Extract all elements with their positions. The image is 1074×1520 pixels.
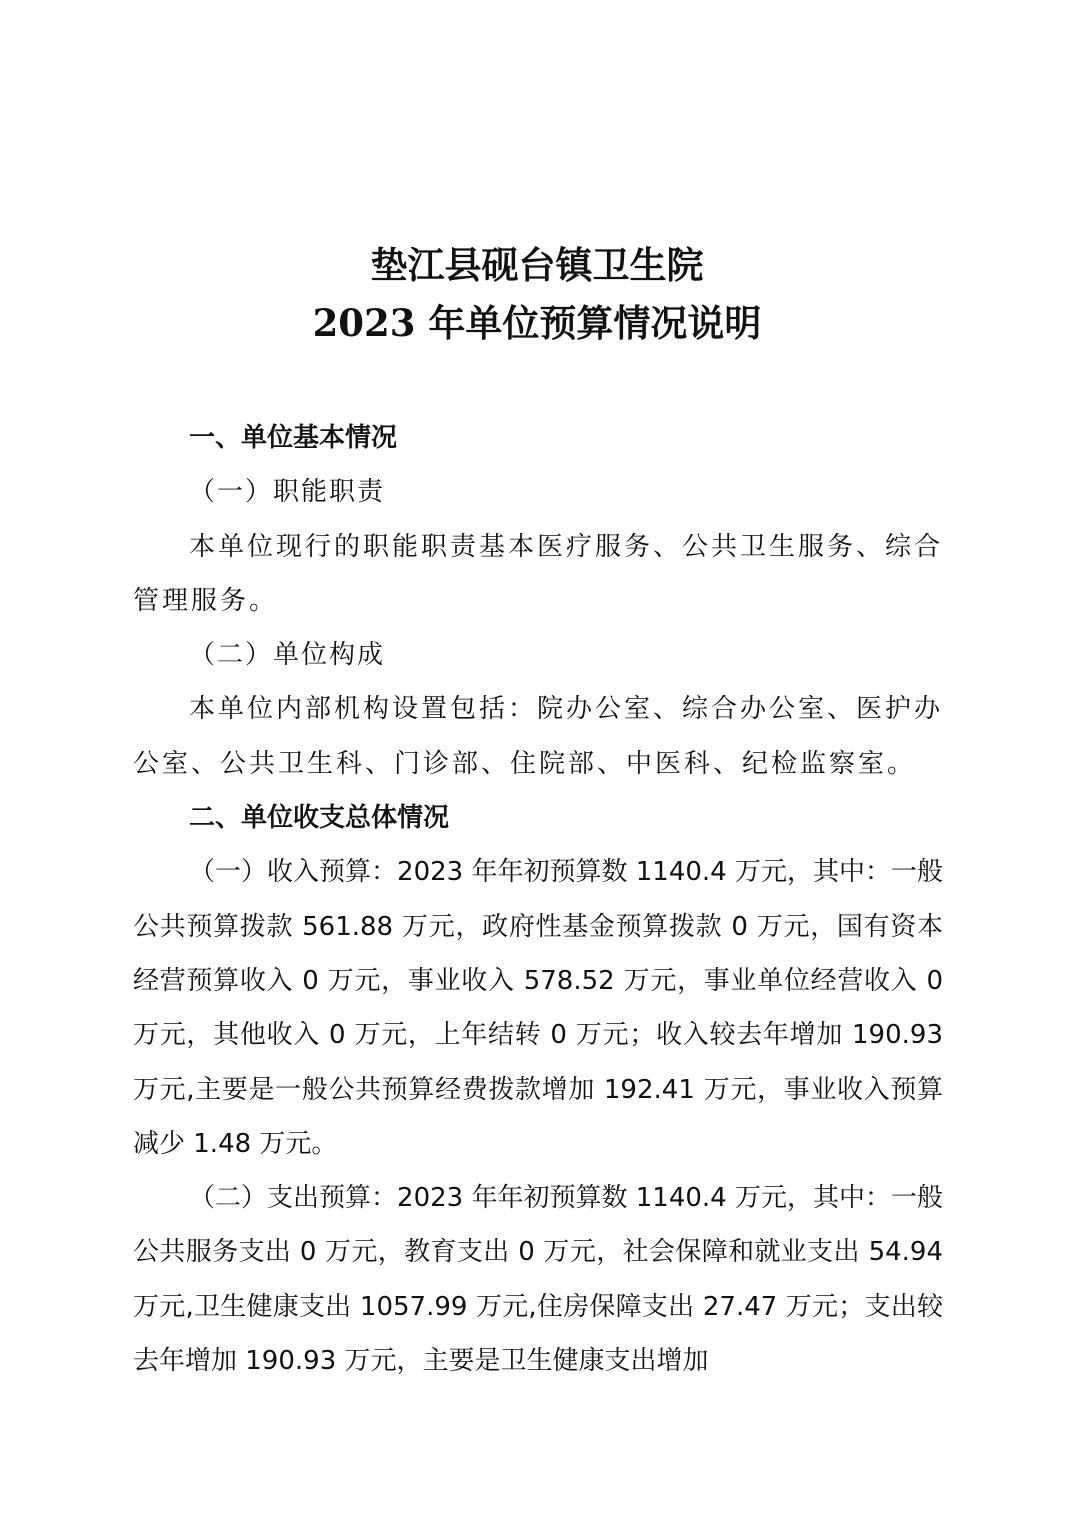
document-title-line-2: 2023 年单位预算情况说明: [312, 301, 762, 345]
section-heading-revenue-expenditure: 二、单位收支总体情况: [189, 803, 450, 834]
document-body: [133, 411, 943, 1388]
paragraph-expenditure-budget: （二）支出预算：2023 年年初预算数 1140.4 万元，其中：一般公共服务支出 0 万元，教育支出 0 万元，社会保障和就业支出 54.94 万元,卫生健康支出 1057.99 万元,住房保障支出 27.47 万元；支出较去年增加 190.93 万元，主要是卫生健康支出增加: [133, 1183, 943, 1377]
paragraph-composition: 本单位内部机构设置包括：院办公室、综合办公室、医护办公室、公共卫生科、门诊部、住院部、中医科、纪检监察室。: [133, 694, 944, 779]
section-heading-basic-info: 一、单位基本情况: [189, 423, 398, 453]
document-title-line-1: 垫江县砚台镇卫生院: [370, 243, 704, 287]
subsection-heading-duties: （一）职能职责: [189, 477, 386, 508]
subsection-heading-composition: （二）单位构成: [189, 640, 386, 671]
paragraph-duties: 本单位现行的职能职责基本医疗服务、公共卫生服务、综合管理服务。: [133, 531, 944, 616]
paragraph-revenue-budget: （一）收入预算：2023 年年初预算数 1140.4 万元，其中：一般公共预算拨款 561.88 万元，政府性基金预算拨款 0 万元，国有资本经营预算收入 0 万元，事业收入 578.52 万元，事业单位经营收入 0 万元，其他收入 0 万元，上年结转 0 万元；收入较去年增加 190.93 万元,主要是一般公共预算经费拨款增加 192.41 万元，事业收入预算减少 1.48 万元。: [133, 857, 943, 1159]
